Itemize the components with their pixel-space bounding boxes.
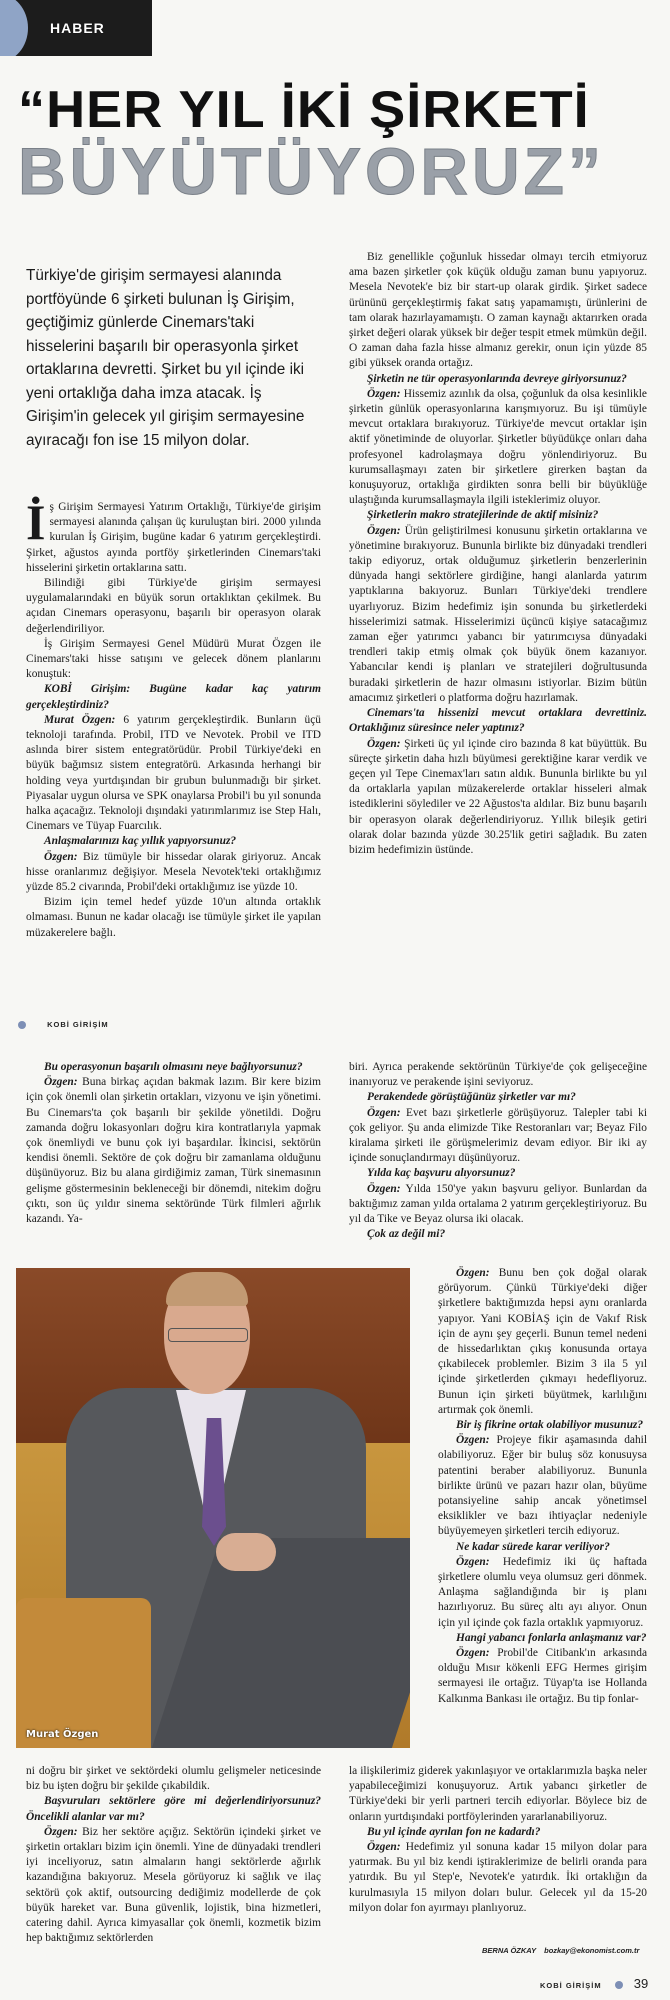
column-4 [349,1060,647,1242]
paragraph: Bilindiği gibi Türkiye'de girişim sermayesi uygulamalarındaki en büyük sorun ortaklıktan çekilmek. Bu açıdan Cinemars operasyonu, başarılı bir operasyon olarak değerlendiriliyor. [26,577,321,635]
answer: Özgen: Bunu ben çok doğal olarak görüyorum. Çünkü Türkiye'deki diğer şirketlere baktığımızda hepsi aynı oranlarda yapıyor. Yani KOBİAŞ için de Vakıf Risk için de aynı şey geçerli. Bunun temel nedeni de hissedarlıktan çıkış konusunda ortaya çıkabilecek problemler. Bizim 3 ila 5 yıl içinde şirketlerden çıkmayı hedefliyoruz. Bunun için şirketi büyütmek, karlılığını artırmak çok önemli. [438,1267,647,1416]
page-footer [540,1976,648,1991]
speaker: Özgen: [367,524,401,537]
sofa-arm [16,1598,151,1748]
section-label: HABER [50,20,105,36]
publication-name: KOBİ GİRİŞİM [47,1020,109,1029]
footer-publication: KOBİ GİRİŞİM [540,1981,602,1990]
speaker: Özgen: [367,387,401,400]
answer: Özgen: Buna birkaç açıdan bakmak lazım. Bir kere bizim için çok önemli olan şirketin ortakları, vizyonu ve işin yönetimi. Bu Cinemars'ta çok başarılı bir şekilde yönetildi. Doğru zamanda doğru lokasyonları doğru kira kontratlarıyla yapmak çok önemliydi ve bunu çok iyi başardılar. İkincisi, sektörün kendisi önemli. Sektöre de çok doğru bir zamanlama olduğunu düşünüyoruz. Biz bu alana girdiğimiz zaman, Türk sinemasının gelişme göstermesinin bekleneceği bir dönemdi, nitekim doğru çıktı, son üç yıldır sinema sektöründe Türk filmleri ağırlık kazandı. Ya- [26,1076,321,1226]
question: Şirketin ne tür operasyonlarında devreye giriyorsunuz? [367,372,627,385]
question: Şirketlerin makro stratejilerinde de aktif misiniz? [367,509,599,522]
question: Başvuruları sektörlere göre mi değerlendiriyorsunuz? Öncelikli alanlar var mı? [26,1795,321,1823]
author-email[interactable]: bozkay@ekonomist.com.tr [544,1946,640,1955]
column-2 [349,250,647,858]
speaker: Özgen: [456,1647,490,1660]
speaker: Özgen: [44,1825,78,1838]
question: Çok az değil mi? [367,1228,446,1241]
answer: Özgen: Ürün geliştirilmesi konusunu şirketin ortaklarına ve yönetimine bırakıyoruz. Bununla birlikte biz dünyadaki trendleri takip ediyoruz, ortak olduğumuz şirketlerin benzerlerinin dünyada hangi sektörlere girdiğine, hangi alanlarda yatırım yaptıklarına bakıyoruz. Bunları Türkiye'deki trendlere uyarlıyoruz. Bizim hedefimiz işin sonunda bu şirketlerdeki hisselerimizi satmak. Hisselerimizi üçüncü kişiye satacağımız zaman eğer yatırımcı yabancı bir yatırımcıysa dünyadaki trendleri takip etmiş olmak çok büyük önem kazanıyor. Yabancılar kendi iş planları ve stratejileri doğrultusunda buradaki şirketlerin de hazır olmasını istiyorlar. Bizim bütün amacımız şirketleri o platforma doğru hazırlamak. [349,524,647,704]
question: Anlaşmalarınızı kaç yıllık yapıyorsunuz? [44,835,237,848]
headline [18,81,658,208]
hair [166,1272,248,1306]
question: Bir iş fikrine ortak olabiliyor musunuz? [456,1419,644,1432]
bullet-dot-icon [615,1981,623,1989]
answer: Murat Özgen: 6 yatırım gerçekleştirdik. Bunların üçü teknoloji tarafında. Probil, ITD ve Nevotek. Probil ve ITD aslında birer sistem entegratörüdür. Probil Türkiye'deki en büyük bağımsız sistem entegratörü. Arkasında herhangi bir holding veya yurtdışından bir grubun bulunmadığı bir şirket. Piyasalar uygun olursa ve SPK onaylarsa Probil'i bu yıl sonunda halka açacağız. Teknoloji dışındaki yatırımlarımız ise Step Halı, Cinemars ve Tüyap Fuarcılık. [26,713,321,833]
byline [482,1946,639,1955]
speaker: Özgen: [367,1182,401,1195]
question: Cinemars'ta hissenizi mevcut ortaklara devrettiniz. Ortaklığınız süresince neler yaptınız? [349,707,647,735]
section-tab [0,0,152,56]
answer: Özgen: Hedefimiz iki üç haftada şirketlere olumlu veya olumsuz geri dönmek. Anlaşma sağlandığında bir iş planı hazırlıyoruz. Bu süreç altı ayı alıyor. Onun için yıl içinde çok fazla ortaklık yapmıyoruz. [438,1555,647,1629]
speaker: Özgen: [44,1076,78,1089]
intro-paragraph: İş Girişim Sermayesi Yatırım Ortaklığı, Türkiye'de girişim sermayesi alanında çalışan üç kuruluştan biri. 2000 yılında kurulan İş Girişim, bugüne kadar 6 yatırım gerçekleştirdi. Şirket, ağustos ayında portföy şirketlerinden Cinemars'taki hisselerini şirketin ortaklarına sattı. [26,494,321,574]
answer: Özgen: Yılda 150'ye yakın başvuru geliyor. Bunlardan da baktığımız zaman yılda ortalama 2 yatırım gerçekleştiriyoruz. Bu yıl da Tike ve Beyaz olursa iki olacak. [349,1182,647,1226]
speaker: Özgen: [456,1555,490,1568]
column-1 [26,494,321,941]
drop-cap: İ [26,494,46,550]
question: KOBİ Girişim: Bugüne kadar kaç yatırım gerçekleştirdiniz? [26,683,321,711]
paragraph: ni doğru bir şirket ve sektördeki olumlu gelişmeler neticesinde biz bu işten doğru bir şekilde çıkabildik. [26,1765,321,1793]
speaker: Özgen: [456,1267,490,1279]
question: Ne kadar sürede karar veriliyor? [456,1540,610,1553]
paragraph: la ilişkilerimiz giderek yakınlaşıyor ve ortaklarımızla başka neler yapabileceğimizi konuşuyoruz. Artık yabancı şirketler de Türkiye'deki bir yerli partneri tercih ediyorlar. Böylece biz de onların yurtdışındaki portföylerinden yararlanabiliyoruz. [349,1765,647,1823]
portrait-photo [16,1268,410,1748]
question: Bu operasyonun başarılı olmasını neye bağlıyorsunuz? [44,1061,303,1073]
column-5 [26,1764,321,1946]
paragraph: biri. Ayrıca perakende sektörünün Türkiye'de çok gelişeceğine inanıyoruz ve perakende işini seviyoruz. [349,1061,647,1089]
answer: Özgen: Evet bazı şirketlerle görüşüyoruz. Talepler tabi ki çok geliyor. Şu anda elimizde Tike Restoranları var; Beyaz Filo kiralama şirketi ile görüşmelerimiz devam ediyor. Bir iki ay içinde sonuçlandırmayı düşünüyoruz. [349,1106,647,1165]
page-number: 39 [633,1976,649,1991]
speaker: Özgen: [367,1106,401,1119]
answer: Özgen: Probil'de Citibank'ın arkasında olduğu Mısır kökenli EFG Hermes girişim sermayesi ile ortağız. Tüyap'ta ise Hollanda Kalkınma Bankası ile ortağız. Bu tip fonlar- [438,1647,647,1705]
column-6 [349,1764,647,1916]
answer: Özgen: Biz her sektöre açığız. Sektörün içindeki şirket ve şirketin ortakları bizim için önemli. Yine de dünyadaki trendleri iyi inceliyoruz, satın almaların hangi sektörlerde ağırlık kazandığına bakıyoruz. Mesela görüyoruz ki sağlık ve ilaç sektörü çok aktif, outsourcing dediğimiz modellerde de çok büyük hareket var. Buna güvenlik, lojistik, bina hizmetleri, catering dahil. Ayrıca kimyasallar çok önemli, kozmetik bizim hep baktığımız sektörlerden [26,1825,321,1945]
column-4-wrap [438,1266,647,1707]
bullet-dot-icon [18,1021,26,1029]
speaker: Murat Özgen: [44,713,116,726]
photo-caption: Murat Özgen [26,1729,99,1740]
glasses [168,1328,248,1342]
headline-line-1: “HER YIL İKİ ŞİRKETİ [18,81,590,139]
paragraph: Bizim için temel hedef yüzde 10'un altında ortaklık olmaması. Bunun ne kadar olacağı ise tümüyle şirket ile yapılan müzakerelere bağlı. [26,896,321,939]
paragraph: İş Girişim Sermayesi Genel Müdürü Murat Özgen ile Cinemars'taki hisse satışını ve gelecek dönem planlarını konuştuk: [26,637,321,681]
question: Perakendede görüştüğünüz şirketler var mı? [367,1091,576,1104]
section-tab-disc [0,0,28,56]
answer: Özgen: Hedefimiz yıl sonuna kadar 15 milyon dolar para yatırmak. Bu yıl biz kendi iştiraklerimize de belirli oranda para yatırdık. Bu yıl Step'e, Nevotek'e yatırdık. İki ortaklığın da kurulmasıyla 15 milyon doları bulur. Gelecek yıl da 15-20 milyon dolar fon ayırmayı planlıyoruz. [349,1841,647,1914]
paragraph: Biz genellikle çoğunluk hissedar olmayı tercih etmiyoruz ama bazen şirketler çok küçük olduğu zaman bunu yapıyoruz. Mesela Nevotek'e biz bir start-up olarak girdik. Şirket sadece ürününü gerçekleştirmiş fakat satış yapamamıştı, ürünlerini de tam olarak hazırlayamamıştı. O zaman kaynağı aktarırken orada şirket değeri olarak yüksek bir değer tespit etmek mümkün değil. O zaman daha fazla hisse almanız gerekir, onun için yüzde 85 gibi yüksek oranda ortağız. [349,251,647,370]
speaker: Özgen: [456,1434,490,1447]
answer: Özgen: Biz tümüyle bir hissedar olarak giriyoruz. Ancak hisse oranlarımız değişiyor. Mesela Nevotek'teki ortaklığımız yüzde 85.2 civarında, Probil'deki ortaklığımız ise yüzde 10. [26,850,321,894]
speaker: Özgen: [367,737,401,750]
headline-line-2: BÜYÜTÜYORUZ” [18,134,605,208]
question: Yılda kaç başvuru alıyorsunuz? [367,1167,516,1180]
answer: Özgen: Şirketi üç yıl içinde ciro bazında 8 kat büyüttük. Bu süreçte şirketin daha hızlı büyümesi gerektiğine karar verdik ve geçen yıl Tepe Cinemax'ları satın aldık. Bununla birlikte bu yıl da ortaklarla yapılan müzakerelerde ortaklar hisseleri almak istediklerini söylediler ve 22 Ağustos'ta aldılar. Biz bunu başarılı bir operasyon olarak değerlendiriyoruz. Yıllık bileşik getiri olarak dolar bazında yüzde 30.25'lik getiri sağladık. Bu zaten bizim hedefimizin üstünde. [349,737,647,856]
answer: Özgen: Hissemiz azınlık da olsa, çoğunluk da olsa kesinlikle şirketin günlük operasyonlarına karışmıyoruz. Bu işi tümüyle mevcut ortaklara bırakıyoruz. Türkiye'de mevcut ortaklar işin aktif yönetiminde de oluyorlar. Şirketler büyüdükçe onları daha profesyonel kadrolaşmaya doğru yönlendiriyoruz. Bu kurumsallaşmayı zaten bir şirketlere girerken baştan da konuşuyoruz, ortaklığa girdikten sonra belli bir büyüklüğe ulaştığında kurumsallaşmayla ilgili isteklerimiz oluyor. [349,387,647,507]
hands [216,1533,276,1571]
question: Bu yıl içinde ayrılan fon ne kadardı? [367,1825,541,1838]
question: Hangi yabancı fonlarla anlaşmanız var? [456,1631,647,1644]
speaker: Özgen: [44,850,78,863]
answer: Özgen: Projeye fikir aşamasında dahil olabiliyoruz. Eğer bir buluş söz konusuysa patentini beraber alabiliyoruz. Bununla birlikte ürünü ve pazarı hazır olan, büyüme potansiyeline sahip ancak yönetimsel eksiklikler ve bazı ihtiyaçlar nedeniyle büyüyemeyen şirketleri tercih ediyoruz. [438,1434,647,1538]
speaker: Özgen: [367,1841,401,1854]
running-header [18,1020,109,1029]
column-3 [26,1060,321,1227]
author-name: BERNA ÖZKAY [482,1946,537,1955]
lead-paragraph: Türkiye'de girişim sermayesi alanında portföyünde 6 şirketi bulunan İş Girişim, geçtiğimiz günlerde Cinemars'taki hisselerini başarılı bir operasyonla şirket ortaklarına devretti. Şirket bu yıl içinde iki yeni ortaklığa daha imza atacak. İş Girişim'in gelecek yıl girişim sermayesine ayıracağı fon ise 15 milyon dolar. [26,267,305,449]
